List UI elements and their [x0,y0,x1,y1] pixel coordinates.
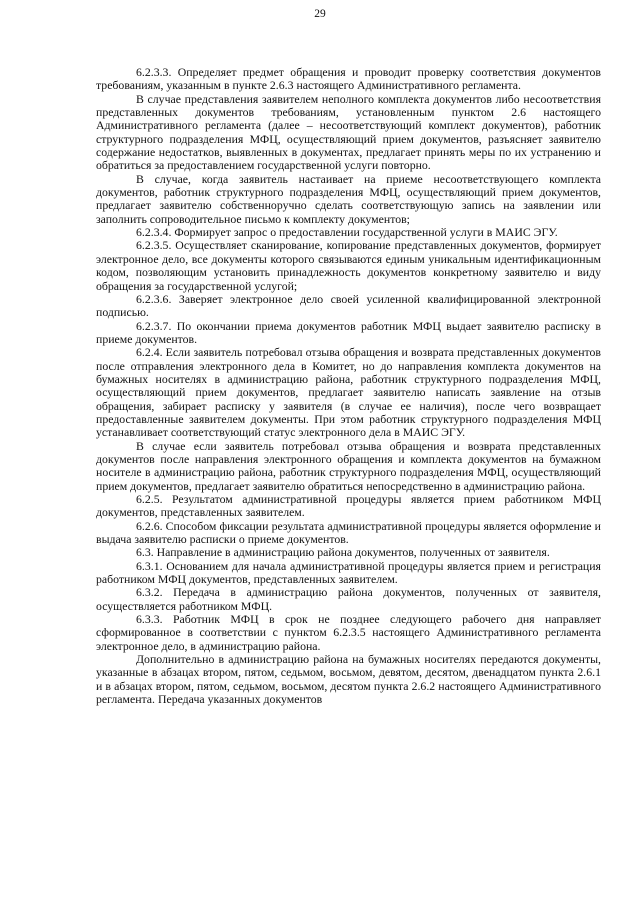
paragraph-6-2-3-6: 6.2.3.6. Заверяет электронное дело своей усиленной квалифицированной электронной подписью. [96,291,601,320]
paragraph-6-2-3-4: 6.2.3.4. Формирует запрос о предоставлении государственной услуги в МАИС ЭГУ. [136,225,558,240]
paragraph-6-3: 6.3. Направление в администрацию района документов, полученных от заявителя. [136,545,550,560]
paragraph-withdrawal-after-sending: В случае если заявитель потребовал отзыва обращения и возврата представленных документов после направления электронного обращения и комплекта документов на бумажном носителе в администрацию района, работник структурного подразделения МФЦ, осуществляющий прием документов, предлагает заявителю обратиться непосредственно в администрацию района. [96,438,601,493]
paragraph-6-2-3-7: 6.2.3.7. По окончании приема документов работник МФЦ выдает заявителю расписку в приеме документов. [96,318,601,346]
paragraph-6-3-2: 6.3.2. Передача в администрацию района документов, полученных от заявителя, осуществляется работником МФЦ. [96,585,601,613]
paragraph-6-2-4: 6.2.4. Если заявитель потребовал отзыва обращения и возврата представленных документов после отправления электронного дела в Комитет, но до направления комплекта документов на бумажных носителях в администрацию района, работник структурного подразделения МФЦ, осуществляющий прием документов, предлагает заявителю написать заявление на отзыв обращения, забирает расписку у заявителя (в случае ее наличия), после чего возвращает предоставленные заявителем документы. При этом работник структурного подразделения МФЦ устанавливает соответствующий статус электронного дела в МАИС ЭГУ. [96,345,601,440]
paragraph-applicant-insists: В случае, когда заявитель настаивает на приеме несоответствующего комплекта документов, работник структурного подразделения МФЦ, осуществляющий прием документов, предлагает заявителю собственноручно сделать соответствующую запись на заявлении или заполнить сопроводительное письмо к комплекту документов; [96,171,601,226]
paragraph-incomplete-set: В случае представления заявителем неполного комплекта документов либо несоответствия представленных документов требованиям, установленным пунктом 2.6 настоящего Административного регламента (далее – несоответствующий комплект документов), работник структурного подразделения МФЦ, осуществляющий прием документов, разъясняет заявителю содержание недостатков, выявленных в документах, предлагает принять меры по их устранению и обратиться за предоставлением государственной услуги повторно. [96,91,601,173]
paragraph-6-2-3-5: 6.2.3.5. Осуществляет сканирование, копирование представленных документов, формирует электронное дело, все документы которого связываются единым уникальным идентификационным кодом, позволяющим установить принадлежность документов конкретному заявителю и виду обращения за государственной услугой; [96,238,601,293]
paragraph-6-3-1: 6.3.1. Основанием для начала административной процедуры является прием и регистрация работником МФЦ документов, представленных заявителем. [96,558,601,587]
paragraph-6-3-3: 6.3.3. Работник МФЦ в срок не позднее следующего рабочего дня направляет сформированное в соответствии с пунктом 6.2.3.5 настоящего Административного регламента электронное дело, в администрацию района. [96,612,601,653]
paragraph-6-2-5: 6.2.5. Результатом административной процедуры является прием работником МФЦ документов, представленных заявителем. [96,492,601,520]
paragraph-paper-documents: Дополнительно в администрацию района на бумажных носителях передаются документы, указанные в абзацах втором, пятом, седьмом, восьмом, девятом, десятом, двенадцатом пункта 2.6.1 и в абзацах втором, пятом, седьмом, восьмом, десятом пункта 2.6.2 настоящего Административного регламента. Передача указанных документов [96,652,601,707]
page-number: 29 [314,8,326,20]
paragraph-6-2-3-3: 6.2.3.3. Определяет предмет обращения и проводит проверку соответствия документов требованиям, указанным в пункте 2.6.3 настоящего Административного регламента. [96,65,601,93]
document-body [96,66,601,707]
paragraph-6-2-6: 6.2.6. Способом фиксации результата административной процедуры является оформление и выдача заявителю расписки о приеме документов. [96,518,601,547]
